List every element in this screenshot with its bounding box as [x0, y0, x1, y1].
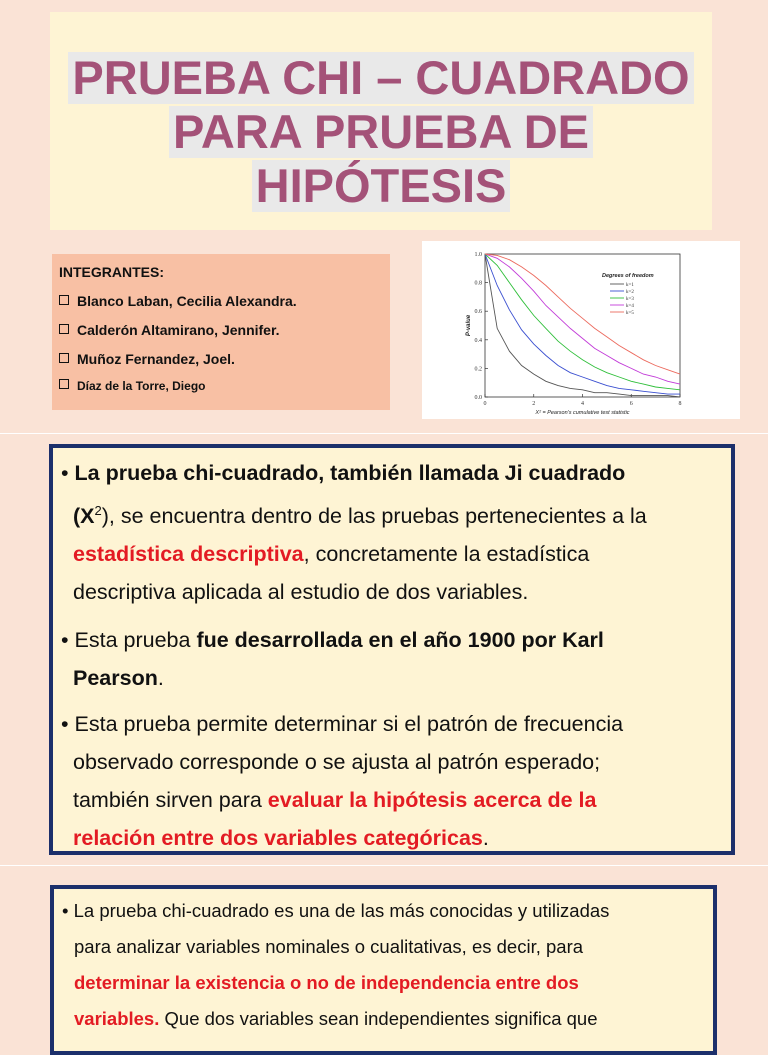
highlight-text: determinar la existencia o no de independencia entre dos: [74, 972, 579, 993]
page-title-line-1: PRUEBA CHI – CUADRADO: [68, 52, 693, 104]
checkbox-bullet-icon: [59, 353, 69, 363]
x-tick-label: 6: [629, 401, 633, 407]
slide-usage: [0, 866, 768, 1029]
legend-label: k=1: [626, 283, 634, 288]
member-item: [59, 293, 297, 309]
bullet-paragraph: [61, 705, 623, 857]
text-run: fue desarrollada en el año 1900 por Karl: [196, 628, 604, 652]
legend-label: k=5: [626, 311, 634, 316]
x-axis-label: X² = Pearson's cumulative test statistic: [535, 410, 630, 416]
x-tick-label: 0: [483, 401, 487, 407]
text-run: también sirven para: [73, 788, 268, 812]
members-header: INTEGRANTES:: [59, 264, 164, 280]
slide-definition: [0, 434, 768, 865]
text-run: La prueba chi-cuadrado, también llamada Ji cuadrado: [74, 461, 626, 485]
text-run: Esta prueba: [74, 628, 197, 652]
text-run: .: [482, 826, 489, 850]
legend-label: k=4: [626, 304, 634, 309]
y-tick-label: 0.6: [474, 309, 482, 316]
y-tick-label: 1.0: [474, 252, 482, 258]
text-run: descriptiva aplicada al estudio de dos variables.: [73, 580, 529, 605]
bullet-icon: •: [61, 461, 69, 485]
x-tick-label: 2: [532, 401, 536, 407]
member-name: Muñoz Fernandez, Joel.: [77, 351, 235, 367]
text-run: .: [157, 666, 164, 690]
y-axis-label: P-value: [466, 314, 472, 337]
x-tick-label: 8: [678, 401, 682, 407]
text-run: La prueba chi-cuadrado es una de las más conocidas y utilizadas: [73, 900, 610, 921]
text-run: para analizar variables nominales o cualitativas, es decir, para: [74, 936, 584, 957]
member-name: Calderón Altamirano, Jennifer.: [77, 322, 280, 338]
bullet-paragraph: [61, 454, 647, 611]
x-tick-label: 4: [581, 401, 584, 407]
y-tick-label: 0.4: [474, 337, 482, 344]
highlight-text: estadística descriptiva: [73, 542, 304, 567]
member-item: [59, 322, 280, 338]
legend-label: k=3: [626, 297, 634, 302]
checkbox-bullet-icon: [59, 379, 69, 389]
text-run: Que dos variables sean independientes significa que: [159, 1008, 598, 1029]
bullet-paragraph: [62, 893, 609, 1037]
text-run: Esta prueba permite determinar si el patrón de frecuencia: [74, 712, 624, 736]
bullet-paragraph: [61, 621, 604, 697]
checkbox-bullet-icon: [59, 295, 69, 305]
definition-textbox: [49, 444, 735, 855]
page-title-line-2: PARA PRUEBA DE: [169, 106, 593, 158]
y-tick-label: 0.0: [474, 395, 482, 401]
members-box: [52, 254, 390, 410]
page-title-line-3: HIPÓTESIS: [252, 160, 511, 212]
text-run: , se encuentra dentro de las pruebas pertenecientes a la: [108, 504, 647, 529]
text-run: observado corresponde o se ajusta al patrón esperado;: [73, 750, 601, 774]
text-run: Pearson: [73, 666, 158, 690]
bullet-icon: •: [61, 712, 69, 736]
superscript: 2: [94, 503, 102, 518]
member-name: Díaz de la Torre, Diego: [77, 379, 206, 393]
y-tick-label: 0.2: [474, 366, 482, 373]
checkbox-bullet-icon: [59, 324, 69, 334]
slide-title: [0, 0, 768, 433]
highlight-text: evaluar la hipótesis acerca de la: [267, 788, 597, 812]
text-run: (X: [73, 504, 95, 529]
legend-title: Degrees of freedom: [602, 273, 654, 279]
title-box: [50, 12, 712, 230]
p-value-chart: [422, 241, 740, 419]
y-tick-label: 0.8: [474, 280, 482, 287]
usage-textbox: [50, 885, 717, 1055]
legend-label: k=2: [626, 290, 634, 295]
text-run: , concretamente la estadística: [303, 542, 590, 567]
bullet-icon: •: [61, 628, 69, 652]
member-item: [59, 351, 235, 367]
chart-card: [422, 241, 740, 419]
text-run: ): [101, 504, 109, 529]
member-name: Blanco Laban, Cecilia Alexandra.: [77, 293, 297, 309]
bullet-icon: •: [62, 900, 69, 921]
highlight-text: variables.: [74, 1008, 160, 1029]
member-item: [59, 379, 205, 393]
highlight-text: relación entre dos variables categóricas: [73, 826, 483, 850]
